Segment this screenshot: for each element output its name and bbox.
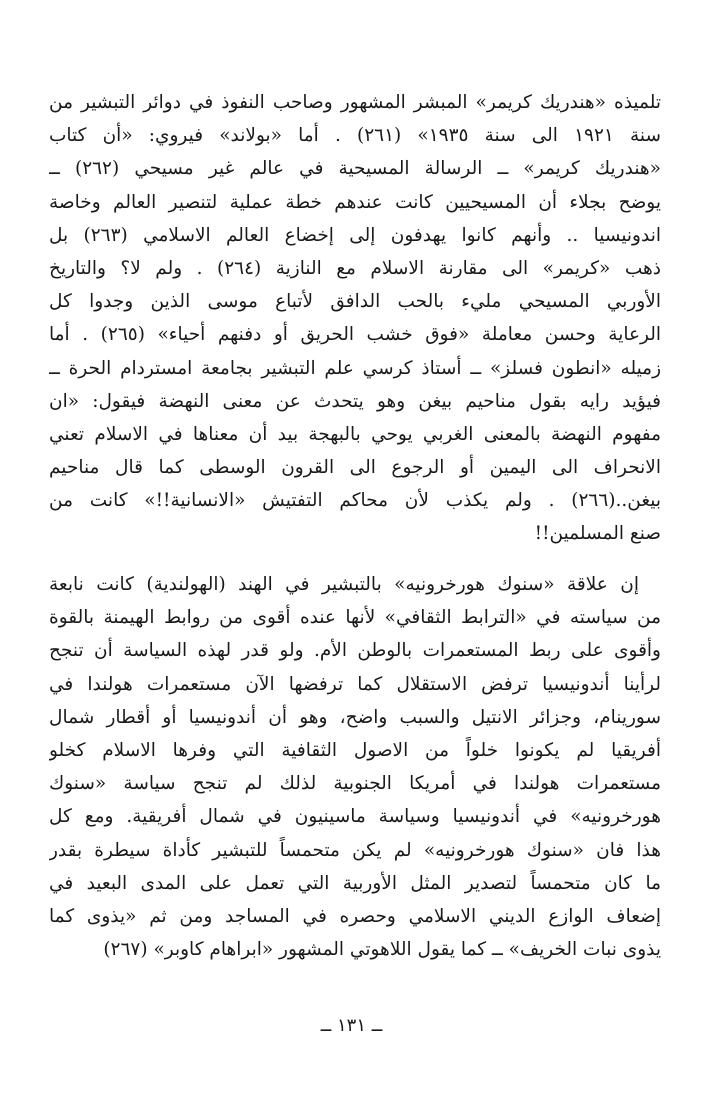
text-line: ما كان متحمساً لتصدير المثل الأوربية التي تعمل على المدى البعيد في <box>49 872 661 894</box>
text-line: أفريقيا لم يكونوا خلواً من الاصول الثقافية التي وفرها الاسلام كخلو <box>49 739 661 761</box>
text-line: وأقوى على ربط المستعمرات بالوطن الأم. ولو قدر لهذه السياسة أن تنجح <box>49 640 661 662</box>
paragraph-1 <box>49 86 661 551</box>
text-line: الانحراف الى اليمين أو الرجوع الى القرون الوسطى كما قال مناحيم <box>49 457 661 479</box>
text-line: لرأينا أندونيسيا ترفض الاستقلال كما ترفضها الآن مستعمرات هولندا في <box>49 673 661 695</box>
text-line: «هندريك كريمر» ــ الرسالة المسيحية في عالم غير مسيحي (٢٦٢) ــ <box>49 158 661 180</box>
text-line: هورخرونيه» في أندونيسيا وسياسة ماسينيون في شمال أفريقية. ومع كل <box>49 806 661 828</box>
text-line: من سياسته في «الترابط الثقافي» لأنها عنده أقوى من روابط الهيمنة بالقوة <box>49 607 661 629</box>
text-line: زميله «انطون فسلز» ــ أستاذ كرسي علم التبشير بجامعة امستردام الحرة ــ <box>49 357 661 379</box>
text-line: هذا فان «سنوك هورخرونيه» لم يكن متحمساً للتبشير كأداة سيطرة بقدر <box>49 839 661 861</box>
text-line: إن علاقة «سنوك هورخرونيه» بالتبشير في الهند (الهولندية) كانت نابعة <box>49 574 639 595</box>
text-line: إضعاف الوازع الديني الاسلامي وحصره في المساجد ومن ثم «يذوى كما <box>49 905 661 927</box>
text-line: سورينام، وجزائر الانتيل والسبب واضح، وهو أن أندونيسيا أو أقطار شمال <box>49 706 661 728</box>
page-number: ــ ١٣١ ــ <box>320 1015 383 1036</box>
text-line: صنع المسلمين!! <box>534 523 661 545</box>
text-line: سنة ١٩٢١ الى سنة ١٩٣٥» (٢٦١) . أما «بولاند» فيروي: «أن كتاب <box>49 125 661 147</box>
text-line: يذوى نبات الخريف» ــ كما يقول اللاهوتي المشهور «ابراهام كاوبر» (٢٦٧) <box>103 939 661 961</box>
text-line: الأوربي المسيحي مليء بالحب الدافق لأتباع موسى الذين وجدوا كل <box>49 291 661 313</box>
text-line: فيؤيد رايه بقول مناحيم بيغن وهو يتحدث عن معنى النهضة فيقول: «ان <box>49 390 661 412</box>
text-line: ذهب «كريمر» الى مقارنة الاسلام مع النازية (٢٦٤) . ولم لا؟ والتاريخ <box>49 257 661 279</box>
paragraph-2 <box>49 568 661 966</box>
text-line: تلميذه «هندريك كريمر» المبشر المشهور وصاحب النفوذ في دوائر التبشير من <box>49 92 661 113</box>
text-line: بيغن..(٢٦٦) . ولم يكذب لأن محاكم التفتيش «الانسانية!!» كانت من <box>49 490 661 512</box>
text-line: اندونيسيا .. وأنهم كانوا يهدفون إلى إخضاع العالم الاسلامي (٢٦٣) بل <box>49 224 661 246</box>
text-line: الرعاية وحسن معاملة «فوق خشب الحريق أو دفنهم أحياء» (٢٦٥) . أما <box>49 324 661 346</box>
text-line: مفهوم النهضة بالمعنى الغربي يوحي بالبهجة بيد أن معناها في الاسلام تعني <box>49 423 661 445</box>
text-line: مستعمرات هولندا في أمريكا الجنوبية لذلك لم تنجح سياسة «سنوك <box>49 773 661 795</box>
text-line: يوضح بجلاء أن المسيحيين كانت عندهم خطة عملية لتنصير العالم وخاصة <box>49 191 661 213</box>
